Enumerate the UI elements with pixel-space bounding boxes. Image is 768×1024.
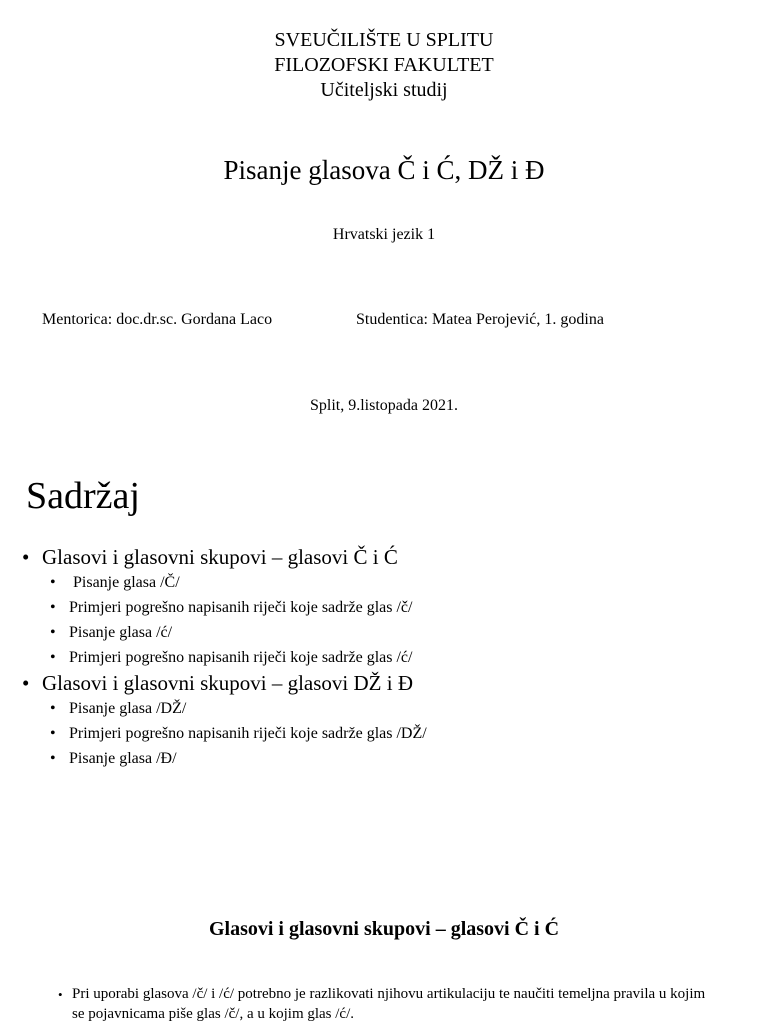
list-item-text: Pisanje glasa /DŽ/ <box>69 700 187 717</box>
contents-list <box>0 544 427 771</box>
bullet-icon: • <box>50 725 56 742</box>
section-paragraph: Pri uporabi glasova /č/ i /ć/ potrebno je razlikovati njihovu artikulaciju te naučiti temeljna pravila u kojim se pojavnicama piše glas /č/, a u kojim glas /ć/. <box>72 986 706 1022</box>
list-item <box>0 696 427 721</box>
list-item <box>0 721 427 746</box>
list-item <box>0 746 427 771</box>
student-line: Studentica: Matea Perojević, 1. godina <box>356 311 604 328</box>
list-item-text: Glasovi i glasovni skupovi – glasovi Č i Ć <box>42 545 398 569</box>
list-item <box>0 670 427 696</box>
faculty-name: FILOZOFSKI FAKULTET <box>274 54 494 76</box>
list-item-text: Primjeri pogrešno napisanih riječi koje sadrže glas /ć/ <box>69 649 413 666</box>
bullet-icon: • <box>22 671 30 695</box>
section-slide <box>0 880 768 1024</box>
date-line: Split, 9.listopada 2021. <box>310 397 458 414</box>
list-item-text: Primjeri pogrešno napisanih riječi koje sadrže glas /č/ <box>69 599 413 616</box>
university-name: SVEUČILIŠTE U SPLITU <box>274 29 494 51</box>
list-item-text: Primjeri pogrešno napisanih riječi koje sadrže glas /DŽ/ <box>69 725 427 742</box>
list-item-text: Pisanje glasa /Č/ <box>69 574 180 591</box>
document-title: Pisanje glasova Č i Ć, DŽ i Đ <box>223 155 545 185</box>
bullet-icon: • <box>22 545 30 569</box>
section-heading: Glasovi i glasovni skupovi – glasovi Č i Ć <box>208 918 560 940</box>
bullet-icon: • <box>50 574 56 591</box>
bullet-icon: • <box>50 599 56 616</box>
list-item <box>0 570 427 595</box>
course-name: Hrvatski jezik 1 <box>332 226 436 243</box>
contents-slide <box>0 460 768 880</box>
bullet-icon: • <box>50 624 56 641</box>
mentor-line: Mentorica: doc.dr.sc. Gordana Laco <box>42 311 273 328</box>
list-item <box>0 595 427 620</box>
list-item <box>0 544 427 570</box>
bullet-icon: • <box>50 649 56 666</box>
list-item <box>0 645 427 670</box>
list-item <box>0 620 427 645</box>
contents-heading: Sadržaj <box>26 475 140 517</box>
list-item-text: Glasovi i glasovni skupovi – glasovi DŽ i Đ <box>42 671 413 695</box>
bullet-icon: • <box>58 987 63 1002</box>
department-name: Učiteljski studij <box>320 79 448 101</box>
list-item-text: Pisanje glasa /ć/ <box>69 624 173 641</box>
bullet-icon: • <box>50 750 56 767</box>
cover-slide <box>0 0 768 460</box>
list-item-text: Pisanje glasa /Đ/ <box>69 750 177 767</box>
bullet-icon: • <box>50 700 56 717</box>
